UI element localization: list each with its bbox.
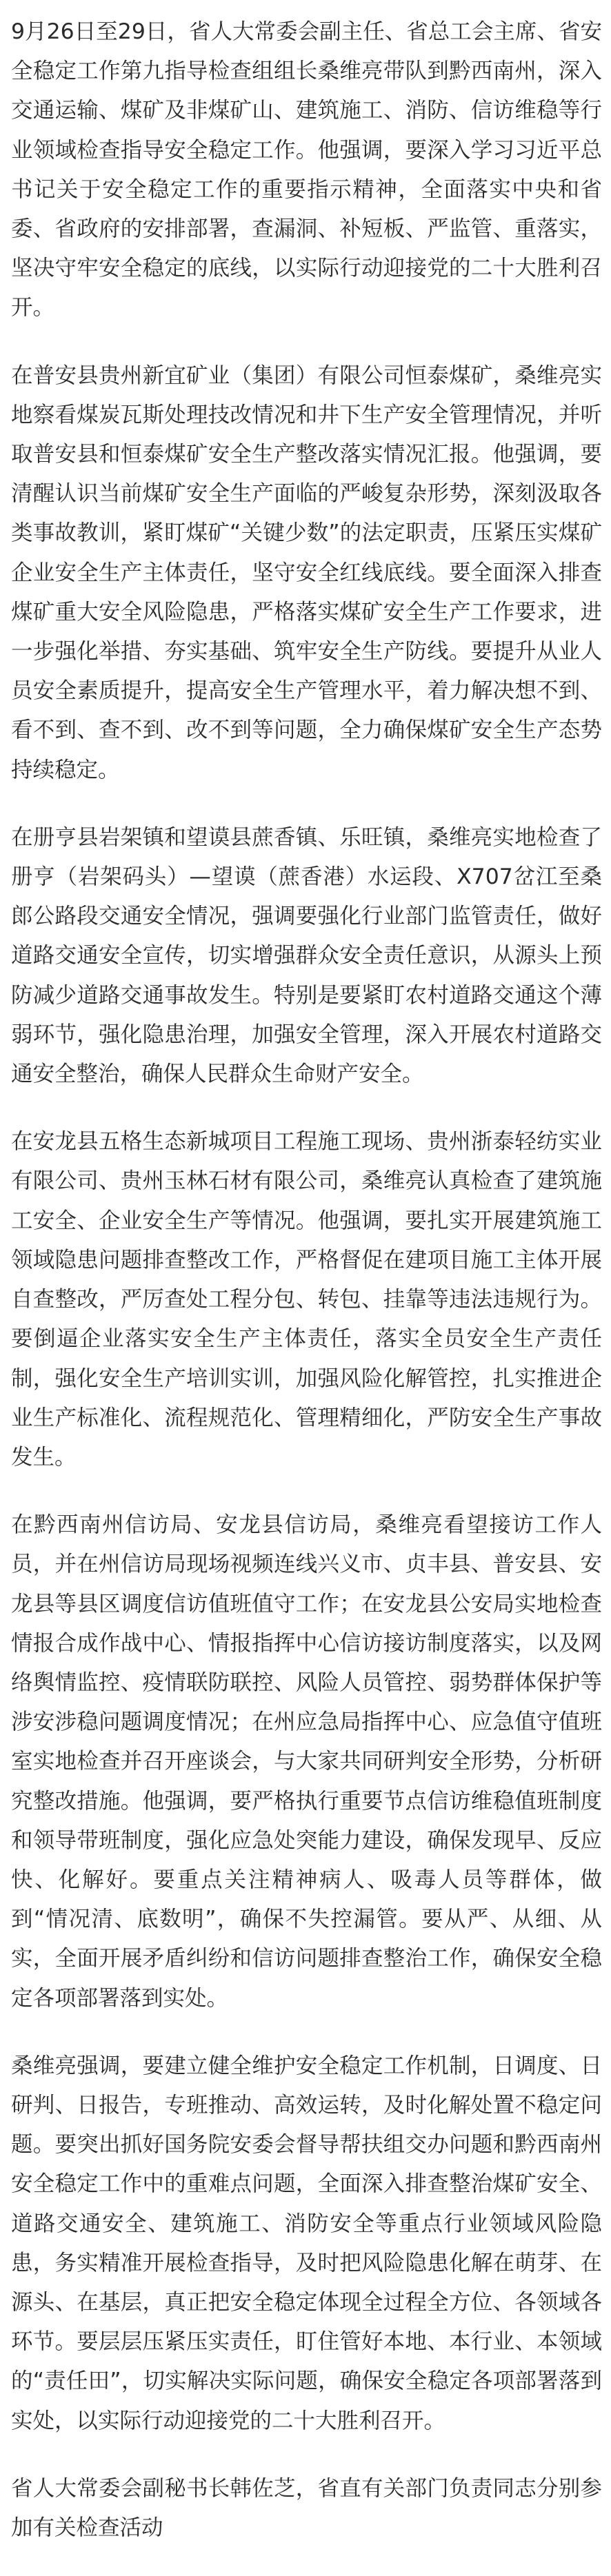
paragraph-puan-coal-mine: 在普安县贵州新宜矿业（集团）有限公司恒泰煤矿，桑维亮实地察看煤炭瓦斯处理技改情况和井下生产安全管理情况，并听取普安县和恒泰煤矿安全生产整改落实情况汇报。他强调，要清醒认识当前煤矿安全生产面临的严峻复杂形势，深刻汲取各类事故教训，紧盯煤矿“关键少数”的法定职责，压紧压实煤矿企业安全生产主体责任，坚守安全红线底线。要全面深入排查煤矿重大安全风险隐患，严格落实煤矿安全生产工作要求，进一步强化举措、夯实基础、筑牢安全生产防线。要提升从业人员安全素质提升，提高安全生产管理水平，着力解决想不到、看不到、查不到、改不到等问题，全力确保煤矿安全生产态势持续稳定。	[11, 363, 602, 782]
paragraph-overview: 9月26日至29日，省人大常委会副主任、省总工会主席、省安全稳定工作第九指导检查组组长桑维亮带队到黔西南州，深入交通运输、煤矿及非煤矿山、建筑施工、消防、信访维稳等行业领域检查指导安全稳定工作。他强调，要深入学习习近平总书记关于安全稳定工作的重要指示精神，全面落实中央和省委、省政府的安排部署，查漏洞、补短板、严监管、重落实，坚决守牢安全稳定的底线，以实际行动迎接党的二十大胜利召开。	[11, 19, 602, 321]
paragraph-petition-stability: 在黔西南州信访局、安龙县信访局，桑维亮看望接访工作人员，并在州信访局现场视频连线兴义市、贞丰县、普安县、安龙县等县区调度信访值班值守工作；在安龙县公安局实地检查情报合成作战中心、情报指挥中心信访接访制度落实，以及网络舆情监控、疫情联防联控、风险人员管控、弱势群体保护等涉安涉稳问题调度情况；在州应急局指挥中心、应急值守值班室实地检查并召开座谈会，与大家共同研判安全形势，分析研究整改措施。他强调，要严格执行重要节点信访维稳值班制度和领导带班制度，强化应急处突能力建设，确保发现早、反应快、化解好。要重点关注精神病人、吸毒人员等群体，做到“情况清、底数明”，确保不失控漏管。要从严、从细、从实，全面开展矛盾纠纷和信访问题排查整治工作，确保安全稳定各项部署落到实处。	[11, 1512, 602, 2011]
paragraph-road-traffic: 在册亨县岩架镇和望谟县蔗香镇、乐旺镇，桑维亮实地检查了册亨（岩架码头）—望谟（蔗香港）水运段、X707岔江至桑郎公路段交通安全情况，强调要强化行业部门监管责任，做好道路交通安全宣传，切实增强群众安全责任意识，从源头上预防减少道路交通事故发生。特别是要紧盯农村道路交通这个薄弱环节，强化隐患治理，加强安全管理，深入开展农村道路交通安全整治，确保人民群众生命财产安全。	[11, 824, 602, 1087]
paragraph-construction-safety: 在安龙县五格生态新城项目工程施工现场、贵州浙泰轻纺实业有限公司、贵州玉林石材有限公司，桑维亮认真检查了建筑施工安全、企业安全生产等情况。他强调，要扎实开展建筑施工领域隐患问题排查整改工作，严格督促在建项目施工主体开展自查整改，严厉查处工程分包、转包、挂靠等违法违规行为。要倒逼企业落实安全生产主体责任，落实全员安全生产责任制，强化安全生产培训实训，加强风险化解管控，扎实推进企业生产标准化、流程规范化、管理精细化，严防安全生产事故发生。	[11, 1129, 602, 1470]
paragraph-attendees: 省人大常委会副秘书长韩佐芝，省直有关部门负责同志分别参加有关检查活动	[11, 2475, 602, 2540]
paragraph-work-mechanism: 桑维亮强调，要建立健全维护安全稳定工作机制，日调度、日研判、日报告，专班推动、高效运转，及时化解处置不稳定问题。要突出抓好国务院安委会督导帮扶组交办问题和黔西南州安全稳定工作中的重难点问题，全面深入排查整治煤矿安全、道路交通安全、建筑施工、消防安全等重点行业领域风险隐患，务实精准开展检查指导，及时把风险隐患化解在萌芽、在源头、在基层，真正把安全稳定体现全过程全方位、各领域各环节。要层层压紧压实责任，盯住管好本地、本行业、本领域的“责任田”，切实解决实际问题，确保安全稳定各项部署落到实处，以实际行动迎接党的二十大胜利召开。	[11, 2053, 602, 2433]
